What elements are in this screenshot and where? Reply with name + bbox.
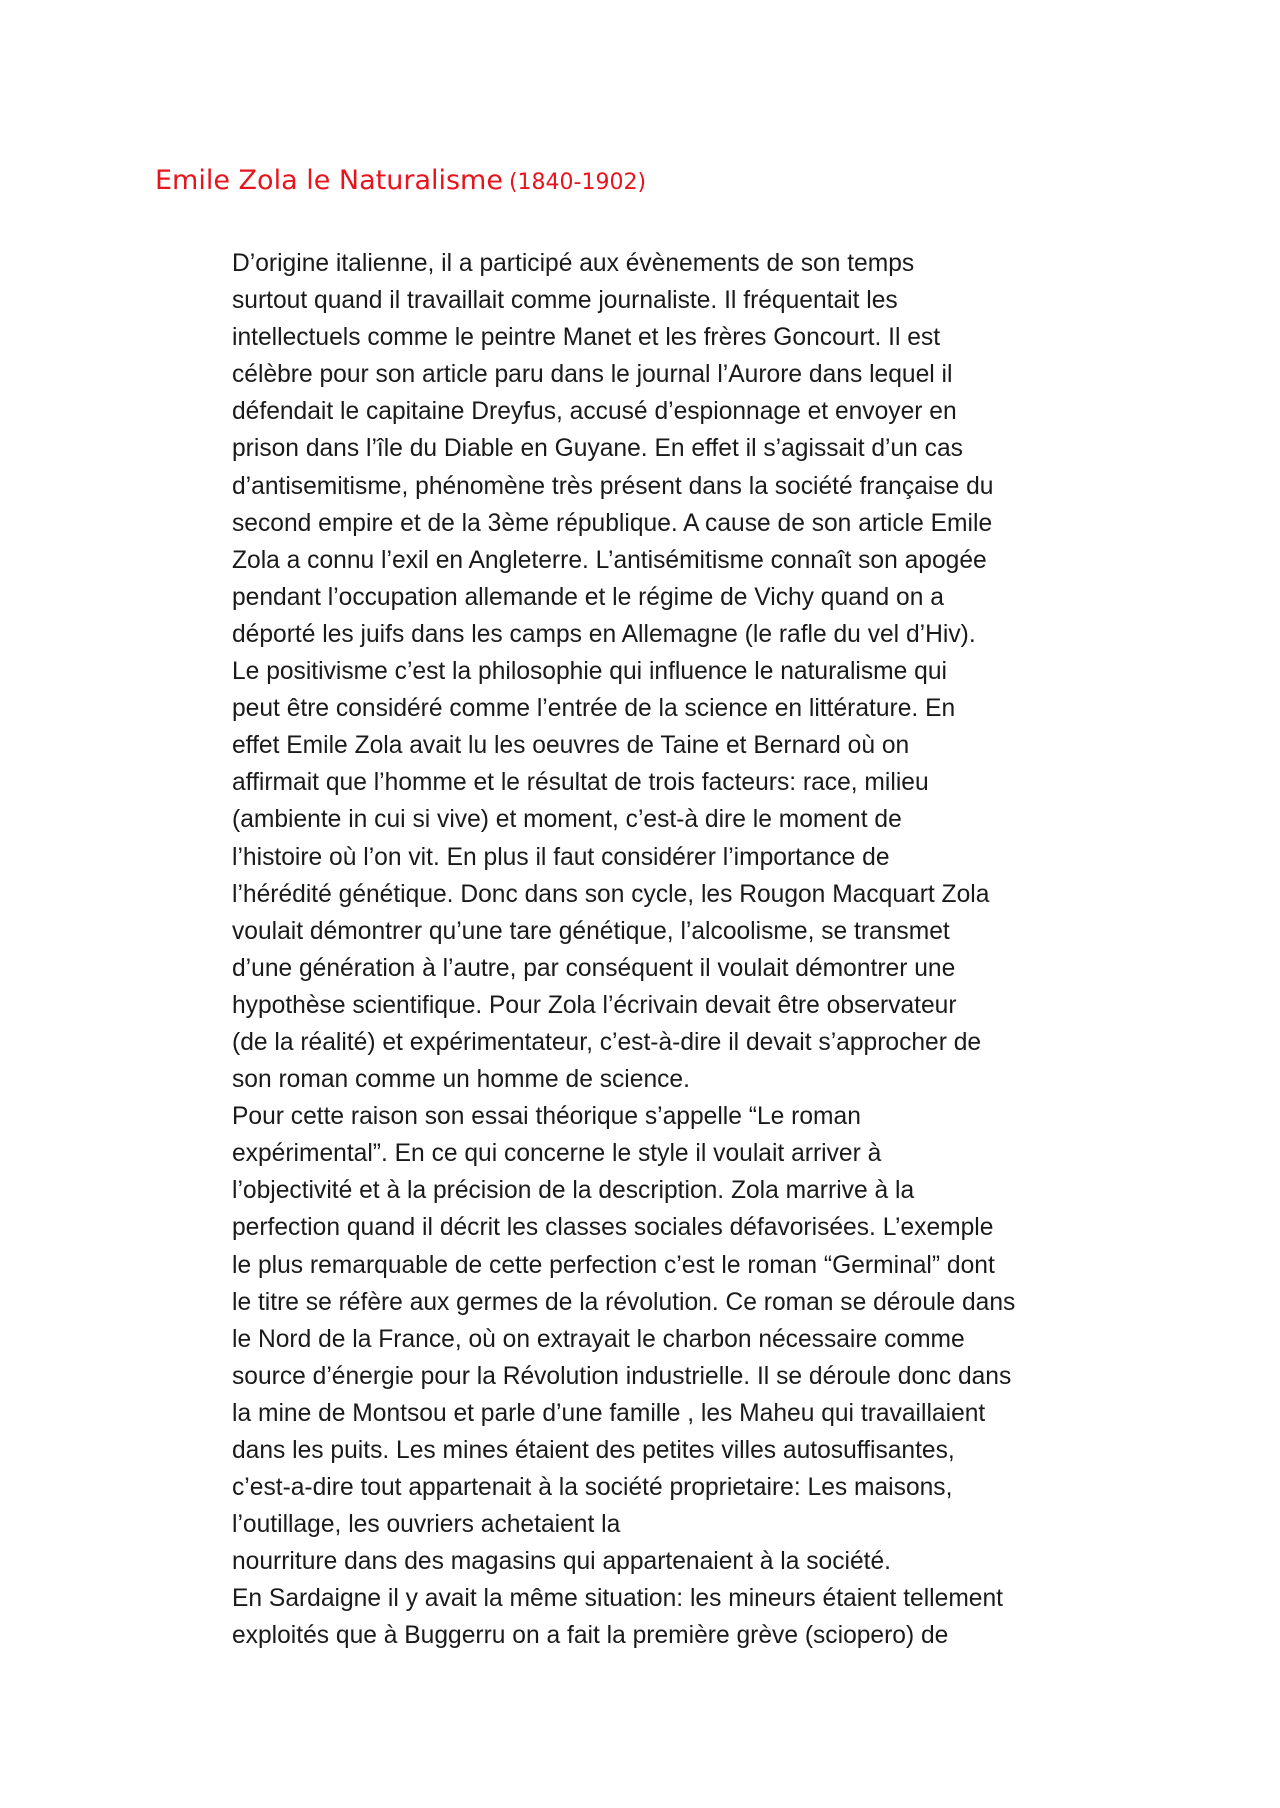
text-line: c’est-a-dire tout appartenait à la société proprietaire: Les maisons,	[232, 1474, 953, 1502]
text-line: exploités que à Buggerru on a fait la première grève (sciopero) de	[232, 1622, 949, 1650]
text-line: l’outillage, les ouvriers achetaient la	[232, 1511, 621, 1539]
title-dates: (1840-1902)	[508, 170, 647, 195]
text-line: surtout quand il travaillait comme journaliste. Il fréquentait les	[232, 287, 898, 315]
text-line: célèbre pour son article paru dans le journal l’Aurore dans lequel il	[232, 361, 953, 389]
text-line: voulait démontrer qu’une tare génétique, l’alcoolisme, se transmet	[232, 917, 950, 945]
text-line: Zola a connu l’exil en Angleterre. L’antisémitisme connaît son apogée	[232, 546, 987, 574]
text-line: effet Emile Zola avait lu les oeuvres de Taine et Bernard où on	[232, 732, 910, 760]
text-line: la mine de Montsou et parle d’une famille , les Maheu qui travaillaient	[232, 1399, 986, 1427]
text-line: déporté les juifs dans les camps en Allemagne (le rafle du vel d’Hiv).	[232, 620, 976, 648]
text-line: intellectuels comme le peintre Manet et les frères Goncourt. Il est	[232, 324, 941, 352]
text-line: prison dans l’île du Diable en Guyane. En effet il s’agissait d’un cas	[232, 435, 963, 463]
text-line: l’hérédité génétique. Donc dans son cycle, les Rougon Macquart Zola	[232, 880, 990, 908]
text-line: perfection quand il décrit les classes sociales défavorisées. L’exemple	[232, 1214, 994, 1242]
text-line: le Nord de la France, où on extrayait le charbon nécessaire comme	[232, 1325, 965, 1353]
text-line: affirmait que l’homme et le résultat de trois facteurs: race, milieu	[232, 769, 929, 797]
text-line: l’objectivité et à la précision de la description. Zola marrive à la	[232, 1177, 915, 1205]
document-title	[155, 163, 646, 201]
text-line: son roman comme un homme de science.	[232, 1066, 690, 1094]
text-line: hypothèse scientifique. Pour Zola l’écrivain devait être observateur	[232, 991, 957, 1019]
text-line: Pour cette raison son essai théorique s’appelle “Le roman	[232, 1103, 861, 1131]
text-line: d’antisemitisme, phénomène très présent dans la société française du	[232, 472, 994, 500]
text-line: second empire et de la 3ème république. A cause de son article Emile	[232, 509, 993, 537]
text-line: En Sardaigne il y avait la même situation: les mineurs étaient tellement	[232, 1585, 1003, 1613]
text-line: (ambiente in cui si vive) et moment, c’est-à dire le moment de	[232, 806, 902, 834]
text-line: D’origine italienne, il a participé aux évènements de son temps	[232, 250, 915, 277]
text-line: peut être considéré comme l’entrée de la science en littérature. En	[232, 695, 956, 723]
text-line: Le positivisme c’est la philosophie qui influence le naturalisme qui	[232, 658, 947, 686]
text-line: dans les puits. Les mines étaient des petites villes autosuffisantes,	[232, 1437, 955, 1464]
text-line: nourriture dans des magasins qui appartenaient à la société.	[232, 1548, 891, 1576]
text-line: pendant l’occupation allemande et le régime de Vichy quand on a	[232, 583, 944, 611]
text-line: l’histoire où l’on vit. En plus il faut considérer l’importance de	[232, 843, 890, 871]
body-paragraph	[232, 245, 1132, 1655]
text-line: le plus remarquable de cette perfection c’est le roman “Germinal” dont	[232, 1251, 995, 1279]
title-text: Emile Zola le Naturalisme	[155, 165, 503, 196]
text-line: défendait le capitaine Dreyfus, accusé d’espionnage et envoyer en	[232, 398, 957, 426]
text-line: (de la réalité) et expérimentateur, c’est-à-dire il devait s’approcher de	[232, 1028, 982, 1056]
text-line: le titre se réfère aux germes de la révolution. Ce roman se déroule dans	[232, 1288, 1016, 1316]
text-line: d’une génération à l’autre, par conséquent il voulait démontrer une	[232, 954, 956, 982]
text-line: source d’énergie pour la Révolution industrielle. Il se déroule donc dans	[232, 1362, 1012, 1390]
text-line: expérimental”. En ce qui concerne le style il voulait arriver à	[232, 1140, 882, 1168]
